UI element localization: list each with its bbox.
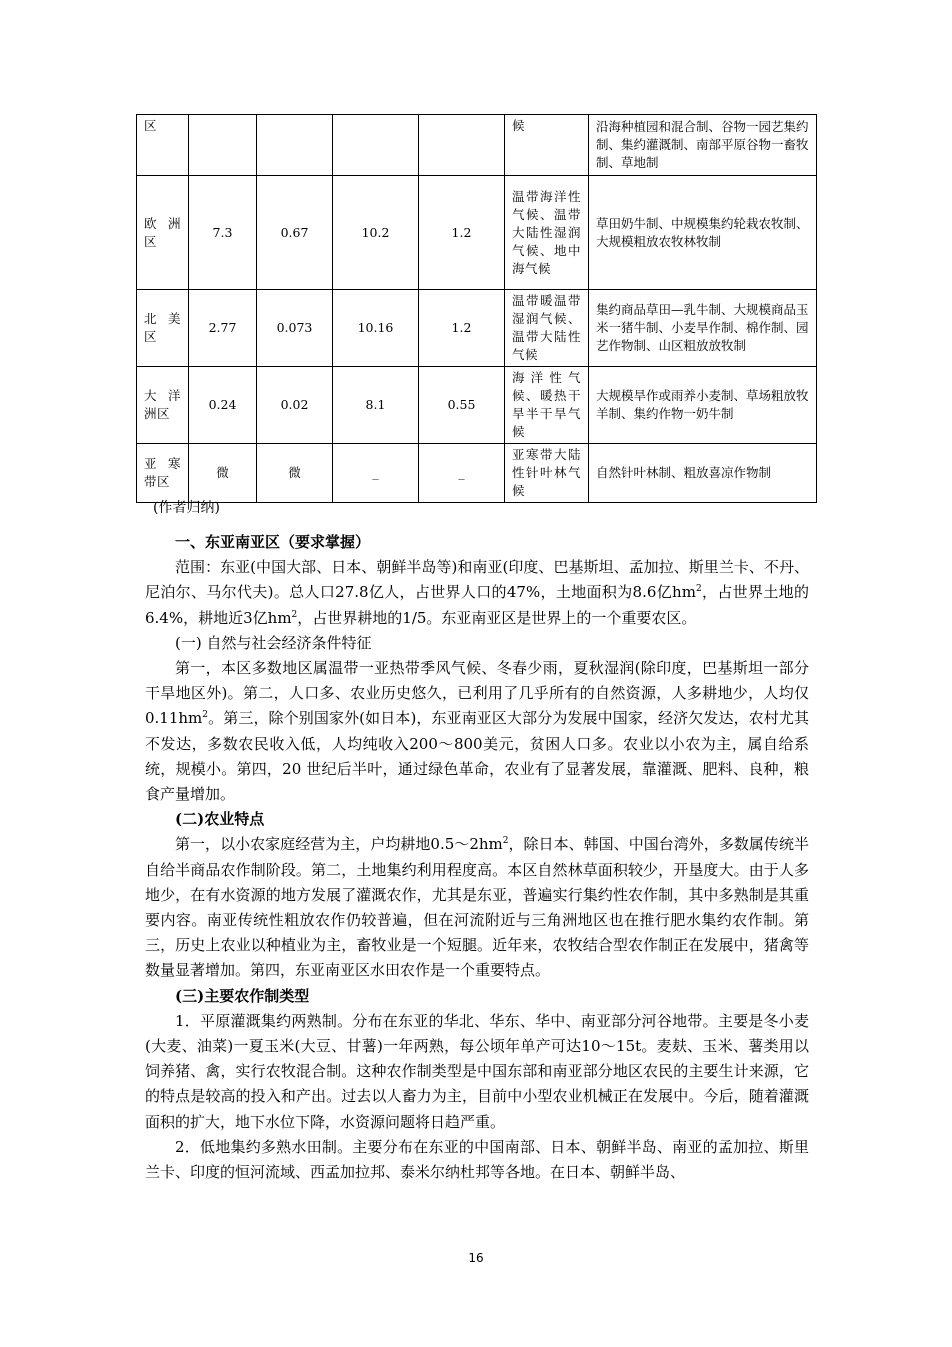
- agriculture-region-table: [136, 114, 817, 503]
- value-cell: 0.55: [419, 367, 505, 444]
- paragraph: 第一，以小农家庭经营为主，户均耕地$0.5\sim 2hm^2$，除日本、韩国、中国台湾外，多数属传统半自给半商品农作制阶段。第二，土地集约利用程度高。本区自然林草面积较少，开垦度大。由于人多地少，在有水资源的地方发展了灌溉农作，尤其是东亚，普遍实行集约性农作制，其中多熟制是其重要内容。南亚传统性粗放农作仍较普遍，但在河流附近与三角洲地区也在推行肥水集约农作制。第三，历史上农业以种植业为主，畜牧业是一个短腿。近年来，农牧结合型农作制正在发展中，猪禽等数量显著增加。第四，东亚南亚区水田农作是一个重要特点。: [145, 835, 809, 980]
- region-cell: 北美区: [137, 290, 189, 367]
- value-cell: 1.2: [419, 176, 505, 290]
- value-cell: 7.3: [189, 176, 257, 290]
- paragraph: 第一，本区多数地区属温带一亚热带季风气候、冬春少雨，夏秋湿润(除印度，巴基斯坦一部分干旱地区外)。第二，人口多、农业历史悠久，已利用了几乎所有的自然资源，人多耕地少，人均仅 $0.11hm^2$。第三，除个别国家外(如日本)，东亚南亚区大部分为发展中国家，经济欠发达，农村尤其不发达，多数农民收入低，人均纯收入200～800美元，贫困人口多。农业以小农为主，属自给系统，规模小。第四，20 世纪后半叶，通过绿色革命，农业有了显著发展，靠灌溉、肥料、良种，粮食产量增加。: [145, 659, 809, 804]
- value-cell: 0.073: [257, 290, 333, 367]
- region-cell: 欧洲区: [137, 176, 189, 290]
- subsection-heading: (二)农业特点: [175, 810, 265, 829]
- paragraph: 1．平原灌溉集约两熟制。分布在东亚的华北、华东、华中、南亚部分河谷地带。主要是冬小麦(大麦、油菜)一夏玉米(大豆、甘薯)一年两熟，每公顷年单产可达10～15t。麦麸、玉米、薯类用以饲养猪、禽，实行农牧混合制。这种农作制类型是中国东部和南亚部分地区农民的主要生计来源，它的特点是较高的投入和产出。过去以人畜力为主，目前中小型农业机械正在发展中。今后，随着灌溉面积的扩大，地下水位下降，水资源问题将日趋严重。: [145, 1011, 809, 1131]
- climate-cell: 温带暖温带湿润气候、温带大陆性气候: [505, 290, 589, 367]
- table-source-note: (作者归纳): [153, 500, 220, 516]
- body-text: [145, 530, 809, 1185]
- value-cell: [189, 115, 257, 176]
- value-cell: 1.2: [419, 290, 505, 367]
- paragraph: 2．低地集约多熟水田制。主要分布在东亚的中国南部、日本、朝鲜半岛、南亚的孟加拉、斯里兰卡、印度的恒河流域、西孟加拉邦、泰米尔纳杜邦等各地。在日本、朝鲜半岛、: [145, 1137, 809, 1182]
- value-cell: [419, 115, 505, 176]
- value-cell: 0.24: [189, 367, 257, 444]
- farming-system-cell: 大规模旱作或雨养小麦制、草场粗放牧羊制、集约作物一奶牛制: [589, 367, 817, 444]
- table-row: [137, 115, 817, 176]
- value-cell: 0.02: [257, 367, 333, 444]
- value-cell: 8.1: [333, 367, 419, 444]
- table-row: [137, 444, 817, 503]
- value-cell: 微: [257, 444, 333, 503]
- value-cell: 10.2: [333, 176, 419, 290]
- farming-system-cell: 集约商品草田—乳牛制、大规模商品玉米一猪牛制、小麦旱作制、棉作制、园艺作物制、山区粗放放牧制: [589, 290, 817, 367]
- section-heading: 一、东亚南亚区（要求掌握）: [175, 533, 371, 551]
- table-row: [137, 367, 817, 444]
- climate-cell: 候: [505, 115, 589, 176]
- climate-cell: 亚寒带大陆性针叶林气候: [505, 444, 589, 503]
- farming-system-cell: 草田奶牛制、中规模集约轮栽农牧制、大规模粗放农牧林牧制: [589, 176, 817, 290]
- value-cell: 微: [189, 444, 257, 503]
- value-cell: 0.67: [257, 176, 333, 290]
- climate-cell: 海洋性气候、暖热干旱半干旱气候: [505, 367, 589, 444]
- farming-system-cell: 沿海种植园和混合制、谷物一园艺集约制、集约灌溉制、南部平原谷物一畜牧制、草地制: [589, 115, 817, 176]
- region-cell: 大洋洲区: [137, 367, 189, 444]
- value-cell: 2.77: [189, 290, 257, 367]
- paragraph: 范围：东亚(中国大部、日本、朝鲜半岛等)和南亚(印度、巴基斯坦、孟加拉、斯里兰卡、不丹、尼泊尔、马尔代夫)。总人口27.8亿人，占世界人口的47%，土地面积为8.6亿$hm^2$，占世界土地的6.4%，耕地近3亿$hm^2$，占世界耕地的1/5。东亚南亚区是世界上的一个重要农区。: [145, 558, 809, 627]
- subsection-heading: (三)主要农作制类型: [175, 986, 310, 1005]
- value-cell: [333, 115, 419, 176]
- subsection-heading: (一) 自然与社会经济条件特征: [175, 633, 372, 652]
- value-cell: _: [333, 444, 419, 503]
- table-row: [137, 176, 817, 290]
- region-cell: 亚寒带区: [137, 444, 189, 503]
- value-cell: 10.16: [333, 290, 419, 367]
- value-cell: [257, 115, 333, 176]
- page-number: 16: [468, 1251, 484, 1265]
- value-cell: _: [419, 444, 505, 503]
- region-cell: 区: [137, 115, 189, 176]
- table-row: [137, 290, 817, 367]
- climate-cell: 温带海洋性气候、温带大陆性湿润气候、地中海气候: [505, 176, 589, 290]
- farming-system-cell: 自然针叶林制、粗放喜凉作物制: [589, 444, 817, 503]
